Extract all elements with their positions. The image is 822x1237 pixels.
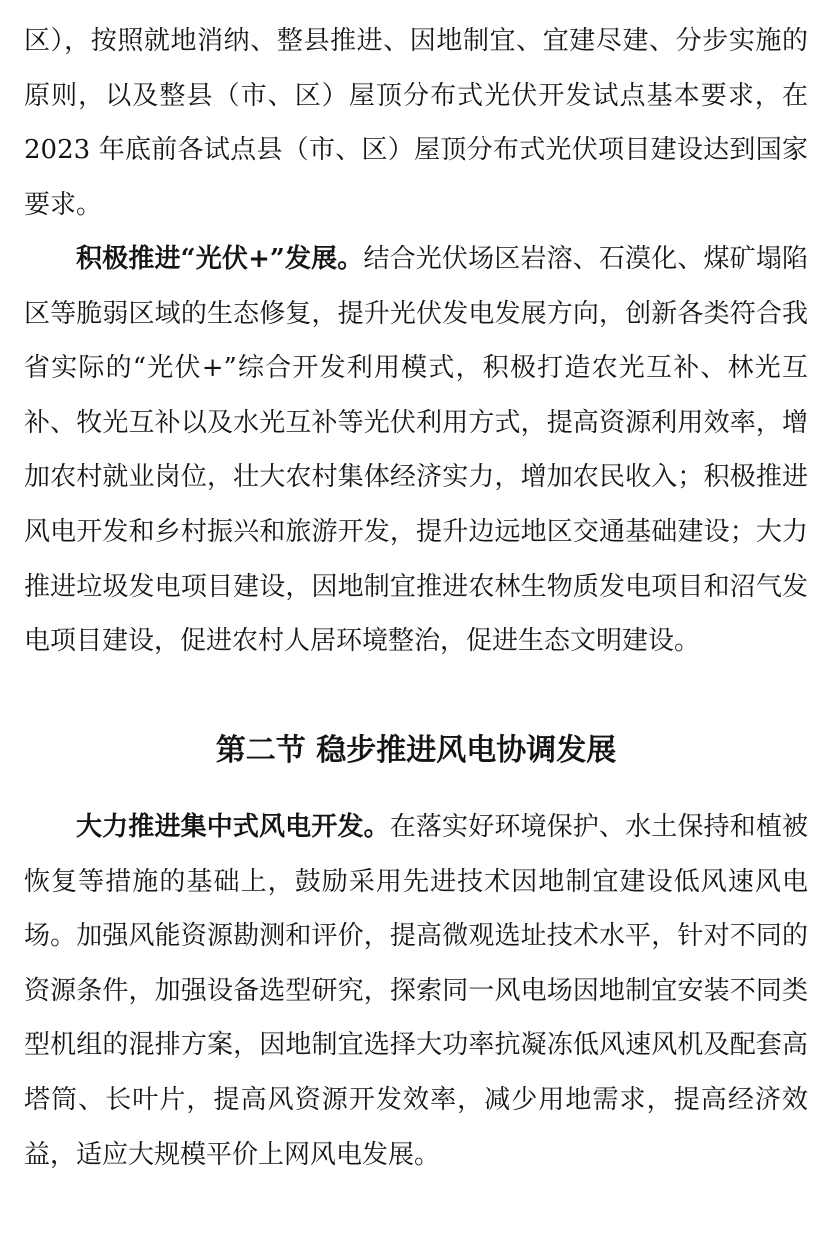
paragraph-1-text: 区），按照就地消纳、整县推进、因地制宜、宜建尽建、分步实施的原则，以及整县（市、区）屋顶分布式光伏开发试点基本要求，在 2023 年底前各试点县（市、区）屋顶分布式光伏项目建设达到国家要求。: [24, 26, 808, 220]
section-heading: 第二节 稳步推进风电协调发展: [215, 733, 617, 768]
paragraph-pv-plus: [24, 232, 808, 669]
paragraph-3-lead: 大力推进集中式风电开发。: [76, 812, 390, 842]
paragraph-2-text: 结合光伏场区岩溶、石漠化、煤矿塌陷区等脆弱区域的生态修复，提升光伏发电发展方向，创新各类符合我省实际的“光伏+”综合开发利用模式，积极打造农光互补、林光互补、牧光互补以及水光互补等光伏利用方式，提高资源利用效率，增加农村就业岗位，壮大农村集体经济实力，增加农民收入；积极推进风电开发和乡村振兴和旅游开发，提升边远地区交通基础建设；大力推进垃圾发电项目建设，因地制宜推进农林生物质发电项目和沼气发电项目建设，促进农村人居环境整治，促进生态文明建设。: [24, 244, 808, 657]
paragraph-3-text: 在落实好环境保护、水土保持和植被恢复等措施的基础上，鼓励采用先进技术因地制宜建设低风速风电场。加强风能资源勘测和评价，提高微观选址技术水平，针对不同的资源条件，加强设备选型研究，探索同一风电场因地制宜安装不同类型机组的混排方案，因地制宜选择大功率抗凝冻低风速风机及配套高塔筒、长叶片，提高风资源开发效率，减少用地需求，提高经济效益，适应大规模平价上网风电发展。: [24, 812, 808, 1170]
paragraph-wind-power: [24, 800, 808, 1182]
paragraph-2-lead: 积极推进“光伏+”发展。: [76, 244, 364, 274]
paragraph-continuation: [24, 14, 808, 232]
